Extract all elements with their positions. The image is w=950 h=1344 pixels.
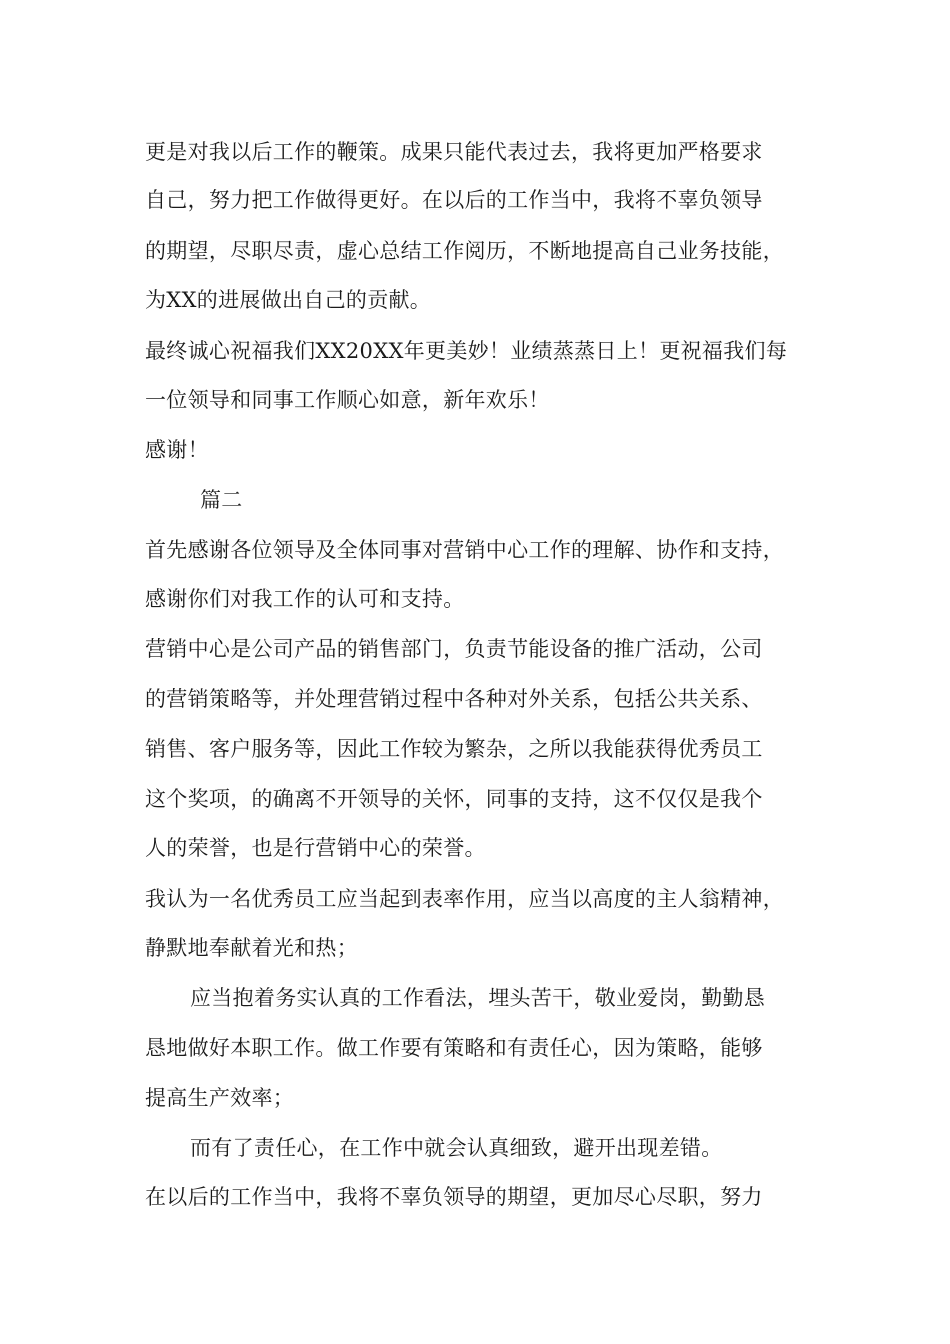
paragraph-line: 最终诚心祝福我们XX20XX年更美妙！业绩蒸蒸日上！更祝福我们每: [145, 339, 788, 363]
paragraph-line: 的期望，尽职尽责，虚心总结工作阅历，不断地提高自己业务技能，: [145, 239, 784, 263]
paragraph-line: 的营销策略等，并处理营销过程中各种对外关系，包括公共关系、: [145, 687, 763, 711]
paragraph-line: 营销中心是公司产品的销售部门，负责节能设备的推广活动，公司: [145, 637, 763, 661]
paragraph-line: 在以后的工作当中，我将不辜负领导的期望，更加尽心尽职，努力: [145, 1185, 763, 1209]
section-heading: 篇二: [200, 488, 243, 512]
paragraph-line: 静默地奉献着光和热；: [145, 936, 358, 960]
paragraph-line: 我认为一名优秀员工应当起到表率作用，应当以高度的主人翁精神，: [145, 887, 784, 911]
paragraph-line: 销售、客户服务等，因此工作较为繁杂，之所以我能获得优秀员工: [145, 737, 763, 761]
paragraph-line: 恳地做好本职工作。做工作要有策略和有责任心，因为策略，能够: [145, 1036, 763, 1060]
paragraph-line: 首先感谢各位领导及全体同事对营销中心工作的理解、协作和支持，: [145, 538, 784, 562]
paragraph-line: 为XX的进展做出自己的贡献。: [145, 288, 432, 312]
paragraph-line: 这个奖项，的确离不开领导的关怀，同事的支持，这不仅仅是我个: [145, 787, 763, 811]
paragraph-line: 而有了责任心，在工作中就会认真细致，避开出现差错。: [190, 1136, 723, 1160]
paragraph-line: 感谢你们对我工作的认可和支持。: [145, 587, 465, 611]
paragraph-line: 感谢！: [145, 438, 209, 462]
paragraph-line: 人的荣誉，也是行营销中心的荣誉。: [145, 836, 486, 860]
paragraph-line: 一位领导和同事工作顺心如意，新年欢乐！: [145, 388, 550, 412]
paragraph-line: 提高生产效率；: [145, 1086, 295, 1110]
paragraph-line: 应当抱着务实认真的工作看法，埋头苦干，敬业爱岗，勤勤恳: [190, 986, 766, 1010]
paragraph-line: 更是对我以后工作的鞭策。成果只能代表过去，我将更加严格要求: [145, 140, 763, 164]
paragraph-line: 自己，努力把工作做得更好。在以后的工作当中，我将不辜负领导: [145, 188, 763, 212]
